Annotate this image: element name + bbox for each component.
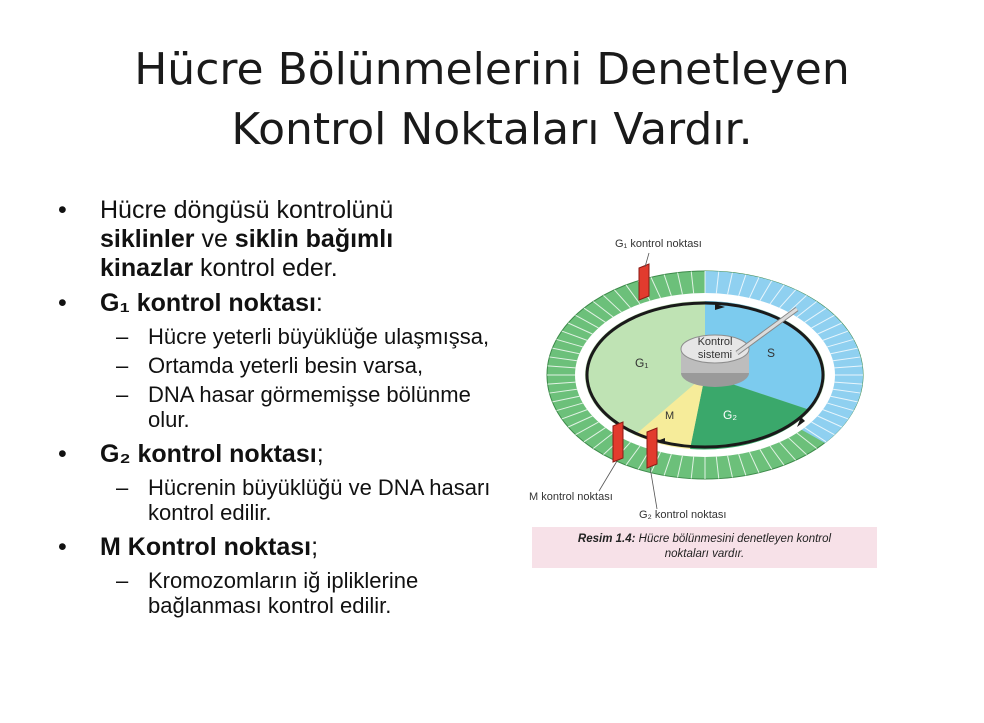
bold-term: G₁ kontrol noktası xyxy=(100,289,316,317)
phase-label-m: M xyxy=(665,410,675,422)
m-label-leader xyxy=(599,461,617,491)
phase-label-g2: G₂ xyxy=(723,408,737,422)
caption-label: Resim 1.4: xyxy=(577,533,636,545)
bold-term: M Kontrol noktası xyxy=(100,533,312,561)
bullet-marker: • xyxy=(58,440,67,468)
phase-label-s: S xyxy=(767,346,776,360)
bullet-text: ; xyxy=(316,440,324,468)
caption-text: Hücre bölünmesini denetleyen kontrol xyxy=(635,533,832,545)
bullet-item xyxy=(58,440,508,469)
bullet-item xyxy=(58,533,508,562)
bullet-marker: • xyxy=(58,196,67,224)
figure-caption xyxy=(532,527,877,568)
dash-marker: – xyxy=(116,475,129,500)
control-system-label-2: sistemi xyxy=(697,349,733,361)
bullet-marker: • xyxy=(58,533,67,561)
bullet-marker: • xyxy=(58,289,67,317)
dash-marker: – xyxy=(116,353,129,378)
title-line-2: Kontrol Noktaları Vardır. xyxy=(231,104,753,155)
dash-marker: – xyxy=(116,382,129,407)
sub-bullet-text: Kromozomların iğ ipliklerine bağlanması kontrol edilir. xyxy=(148,568,419,618)
sub-bullet xyxy=(58,382,508,432)
page-title xyxy=(0,40,984,160)
bullet-text: kontrol eder. xyxy=(193,254,338,282)
bullet-item xyxy=(58,196,508,283)
cell-cycle-diagram xyxy=(525,225,885,570)
caption-text-line-2: noktaları vardır. xyxy=(664,548,745,560)
dash-marker: – xyxy=(116,324,129,349)
g1-checkpoint-label: G₁ kontrol noktası xyxy=(615,238,702,250)
bold-term: siklinler xyxy=(100,225,195,253)
sub-bullet-text: Hücre yeterli büyüklüğe ulaşmışsa, xyxy=(148,324,490,349)
sub-bullet-text: DNA hasar görmemişse bölünme olur. xyxy=(148,382,471,432)
bullet-text: ; xyxy=(311,533,319,561)
bullet-text: Hücre döngüsü kontrolünü xyxy=(100,196,394,224)
g1-checkpoint-barrier xyxy=(639,264,649,300)
bullet-text: ve xyxy=(194,225,235,253)
bold-term: G₂ kontrol noktası xyxy=(100,440,317,468)
g2-checkpoint-label: G₂ kontrol noktası xyxy=(639,509,727,521)
m-checkpoint-barrier xyxy=(613,422,623,462)
cell-cycle-figure xyxy=(525,225,885,570)
bold-term: siklin bağımlı xyxy=(234,225,394,253)
phase-label-g1: G₁ xyxy=(635,356,649,370)
bullet-text: : xyxy=(315,289,323,317)
sub-bullet xyxy=(58,475,508,525)
bold-term: kinazlar xyxy=(100,254,194,282)
sub-bullet-text: Hücrenin büyüklüğü ve DNA hasarı kontrol edilir. xyxy=(148,475,491,525)
g2-checkpoint-barrier xyxy=(647,428,657,468)
title-line-1: Hücre Bölünmelerini Denetleyen xyxy=(134,44,850,95)
sub-bullet-text: Ortamda yeterli besin varsa, xyxy=(148,353,424,378)
control-system-label-1: Kontrol xyxy=(697,336,733,348)
bullet-list xyxy=(58,196,508,622)
dash-marker: – xyxy=(116,568,129,593)
m-checkpoint-label: M kontrol noktası xyxy=(529,491,613,503)
bullet-item xyxy=(58,289,508,318)
sub-bullet xyxy=(58,324,508,349)
sub-bullet xyxy=(58,568,508,618)
sub-bullet xyxy=(58,353,508,378)
